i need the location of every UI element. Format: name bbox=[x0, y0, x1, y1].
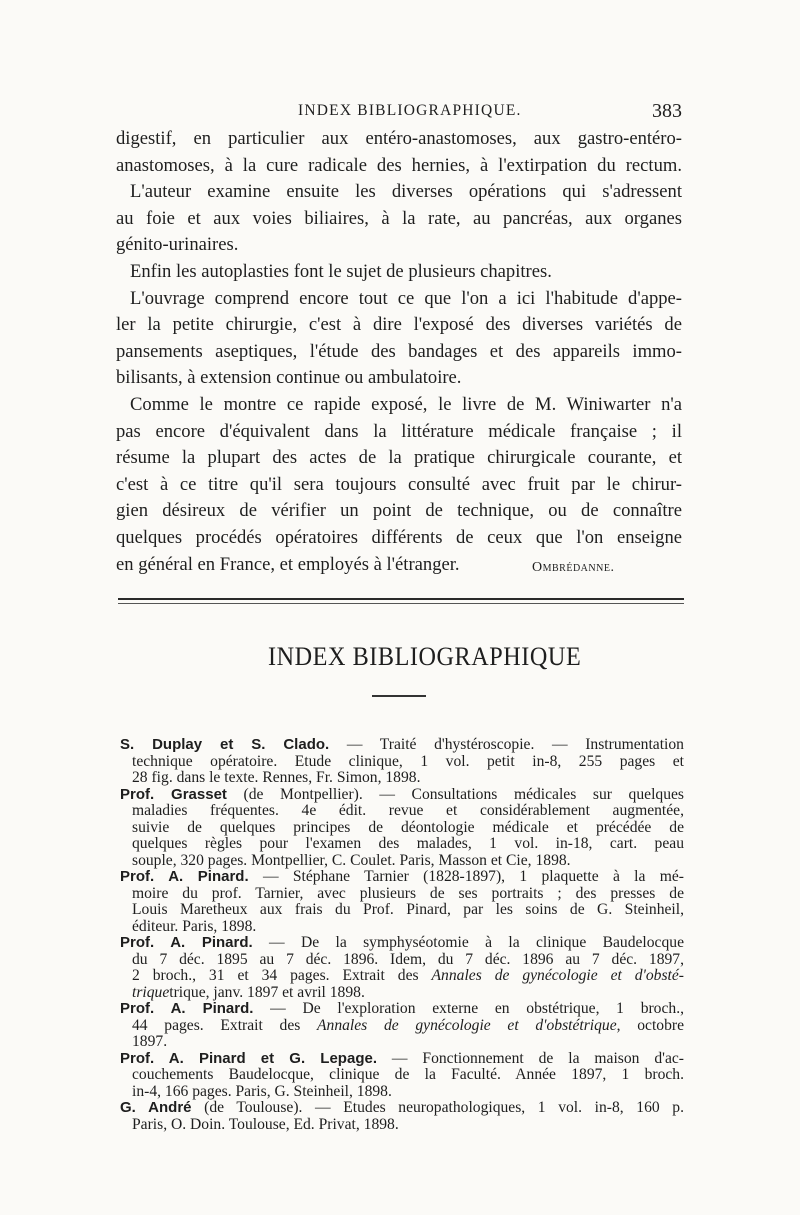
review-line: c'est à ce titre qu'il sera toujours consulté avec fruit par le chirur- bbox=[116, 473, 682, 495]
entry-line: Prof. Grasset (de Montpellier). — Consultations médicales sur quelques bbox=[120, 785, 684, 803]
entry-author: Prof. A. Pinard. bbox=[120, 1000, 254, 1017]
bibliography-entry bbox=[118, 935, 684, 1001]
bibliography-entry bbox=[118, 737, 684, 787]
journal-title: Annales de gynécologie et d'obsté- bbox=[431, 967, 684, 984]
entry-author: Prof. A. Pinard. bbox=[120, 934, 253, 951]
entry-line: Prof. A. Pinard et G. Lepage. — Fonctionnement de la maison d'ac- bbox=[120, 1049, 684, 1067]
review-line: ler la petite chirurgie, c'est à dire l'exposé des diverses variétés de bbox=[116, 314, 682, 336]
section-divider bbox=[118, 598, 684, 600]
entry-line: maladies fréquentes. 4e édit. revue et considérablement augmentée, bbox=[132, 802, 684, 819]
review-line: en général en France, et employés à l'étranger. bbox=[116, 553, 460, 575]
review-line: au foie et aux voies biliaires, à la rate, au pancréas, aux organes bbox=[116, 207, 682, 229]
review-line: bilisants, à extension continue ou ambulatoire. bbox=[116, 367, 462, 389]
running-title: INDEX BIBLIOGRAPHIQUE. bbox=[298, 102, 522, 119]
entry-author: Prof. A. Pinard et G. Lepage. bbox=[120, 1049, 377, 1067]
bibliography-entry bbox=[118, 1100, 684, 1133]
entry-line: quelques règles pour l'examen des malades, 1 vol. in-18, cart. peau bbox=[132, 835, 684, 852]
bibliography-entry bbox=[118, 1051, 684, 1101]
entry-author: Prof. Grasset bbox=[120, 785, 227, 803]
entry-line: suivie de quelques principes de déontologie médicale et précédée de bbox=[132, 818, 684, 836]
review-line: quelques procédés opératoires différents de ceux que l'on enseigne bbox=[116, 526, 682, 548]
page-number: 383 bbox=[652, 100, 682, 122]
review-line: gien désireux de vérifier un point de technique, ou de connaître bbox=[116, 500, 682, 522]
review-text bbox=[116, 126, 682, 578]
section-title: INDEX BIBLIOGRAPHIQUE bbox=[268, 642, 582, 671]
entry-line: Prof. A. Pinard. — Stéphane Tarnier (1828-1897), 1 plaquette à la mé- bbox=[120, 868, 684, 885]
review-line: résume la plupart des actes de la pratique chirurgicale courante, et bbox=[116, 447, 682, 469]
review-line: pansements aseptiques, l'étude des bandages et des appareils immo- bbox=[116, 340, 682, 362]
entry-line: 28 fig. dans le texte. Rennes, Fr. Simon, 1898. bbox=[132, 769, 421, 786]
running-header bbox=[116, 100, 682, 124]
journal-title-end: trique bbox=[132, 983, 170, 1001]
review-line: Comme le montre ce rapide exposé, le livre de M. Winiwarter n'a bbox=[130, 393, 682, 415]
entry-author: S. Duplay et S. Clado. bbox=[120, 736, 330, 753]
title-rule bbox=[372, 695, 426, 697]
review-line: Enfin les autoplasties font le sujet de plusieurs chapitres. bbox=[130, 260, 552, 282]
bibliography-entry bbox=[118, 869, 684, 935]
bibliography-list bbox=[118, 737, 684, 1133]
section-divider-thin bbox=[118, 603, 684, 604]
review-line: anastomoses, à la cure radicale des hernies, à l'extirpation du rectum. bbox=[116, 154, 682, 176]
entry-line: technique opératoire. Etude clinique, 1 vol. petit in-8, 255 pages et bbox=[132, 752, 684, 770]
entry-line: Louis Maretheux aux frais du Prof. Pinard, par les soins de G. Steinheil, bbox=[132, 901, 684, 918]
journal-title: Annales de gynécologie et d'obstétrique bbox=[317, 1016, 617, 1034]
entry-line: 44 pages. Extrait des Annales de gynécologie et d'obstétrique, octobre bbox=[132, 1016, 685, 1034]
entry-line: 1897. bbox=[132, 1033, 168, 1050]
entry-line: Prof. A. Pinard. — De la symphyséotomie à la clinique Baudelocque bbox=[120, 934, 684, 951]
entry-line: 2 broch., 31 et 34 pages. Extrait des Annales de gynécologie et d'obsté- bbox=[132, 967, 684, 984]
review-signature: Ombrédanne. bbox=[532, 560, 615, 575]
entry-author: G. André bbox=[120, 1099, 192, 1116]
review-line: digestif, en particulier aux entéro-anastomoses, aux gastro-entéro- bbox=[116, 128, 682, 149]
entry-line: moire du prof. Tarnier, avec plusieurs de ses portraits ; des presses de bbox=[132, 884, 684, 902]
entry-line: Prof. A. Pinard. — De l'exploration externe en obstétrique, 1 broch., bbox=[120, 1000, 684, 1017]
review-line: L'ouvrage comprend encore tout ce que l'on a ici l'habitude d'appe- bbox=[130, 287, 682, 309]
entry-line: éditeur. Paris, 1898. bbox=[132, 917, 257, 935]
entry-line: triquetrique, janv. 1897 et avril 1898. bbox=[132, 983, 365, 1001]
entry-author: Prof. A. Pinard. bbox=[120, 868, 249, 885]
entry-line: Paris, O. Doin. Toulouse, Ed. Privat, 1898. bbox=[132, 1115, 399, 1133]
entry-line: G. André (de Toulouse). — Etudes neuropathologiques, 1 vol. in-8, 160 p. bbox=[120, 1099, 684, 1116]
review-line: génito-urinaires. bbox=[116, 234, 239, 256]
bibliography-entry bbox=[118, 787, 684, 870]
entry-line: couchements Baudelocque, clinique de la Faculté. Année 1897, 1 broch. bbox=[132, 1066, 684, 1083]
entry-line: souple, 320 pages. Montpellier, C. Coulet. Paris, Masson et Cie, 1898. bbox=[132, 851, 571, 869]
entry-line: du 7 déc. 1895 au 7 déc. 1896. Idem, du 7 déc. 1896 au 7 déc. 1897, bbox=[132, 950, 684, 968]
entry-line: in-4, 166 pages. Paris, G. Steinheil, 1898. bbox=[132, 1082, 392, 1100]
entry-line: S. Duplay et S. Clado. — Traité d'hystéroscopie. — Instrumentation bbox=[120, 736, 684, 753]
review-line: L'auteur examine ensuite les diverses opérations qui s'adressent bbox=[130, 181, 682, 203]
bibliography-entry bbox=[118, 1001, 684, 1051]
review-line: pas encore d'équivalent dans la littérature médicale française ; il bbox=[116, 420, 682, 442]
